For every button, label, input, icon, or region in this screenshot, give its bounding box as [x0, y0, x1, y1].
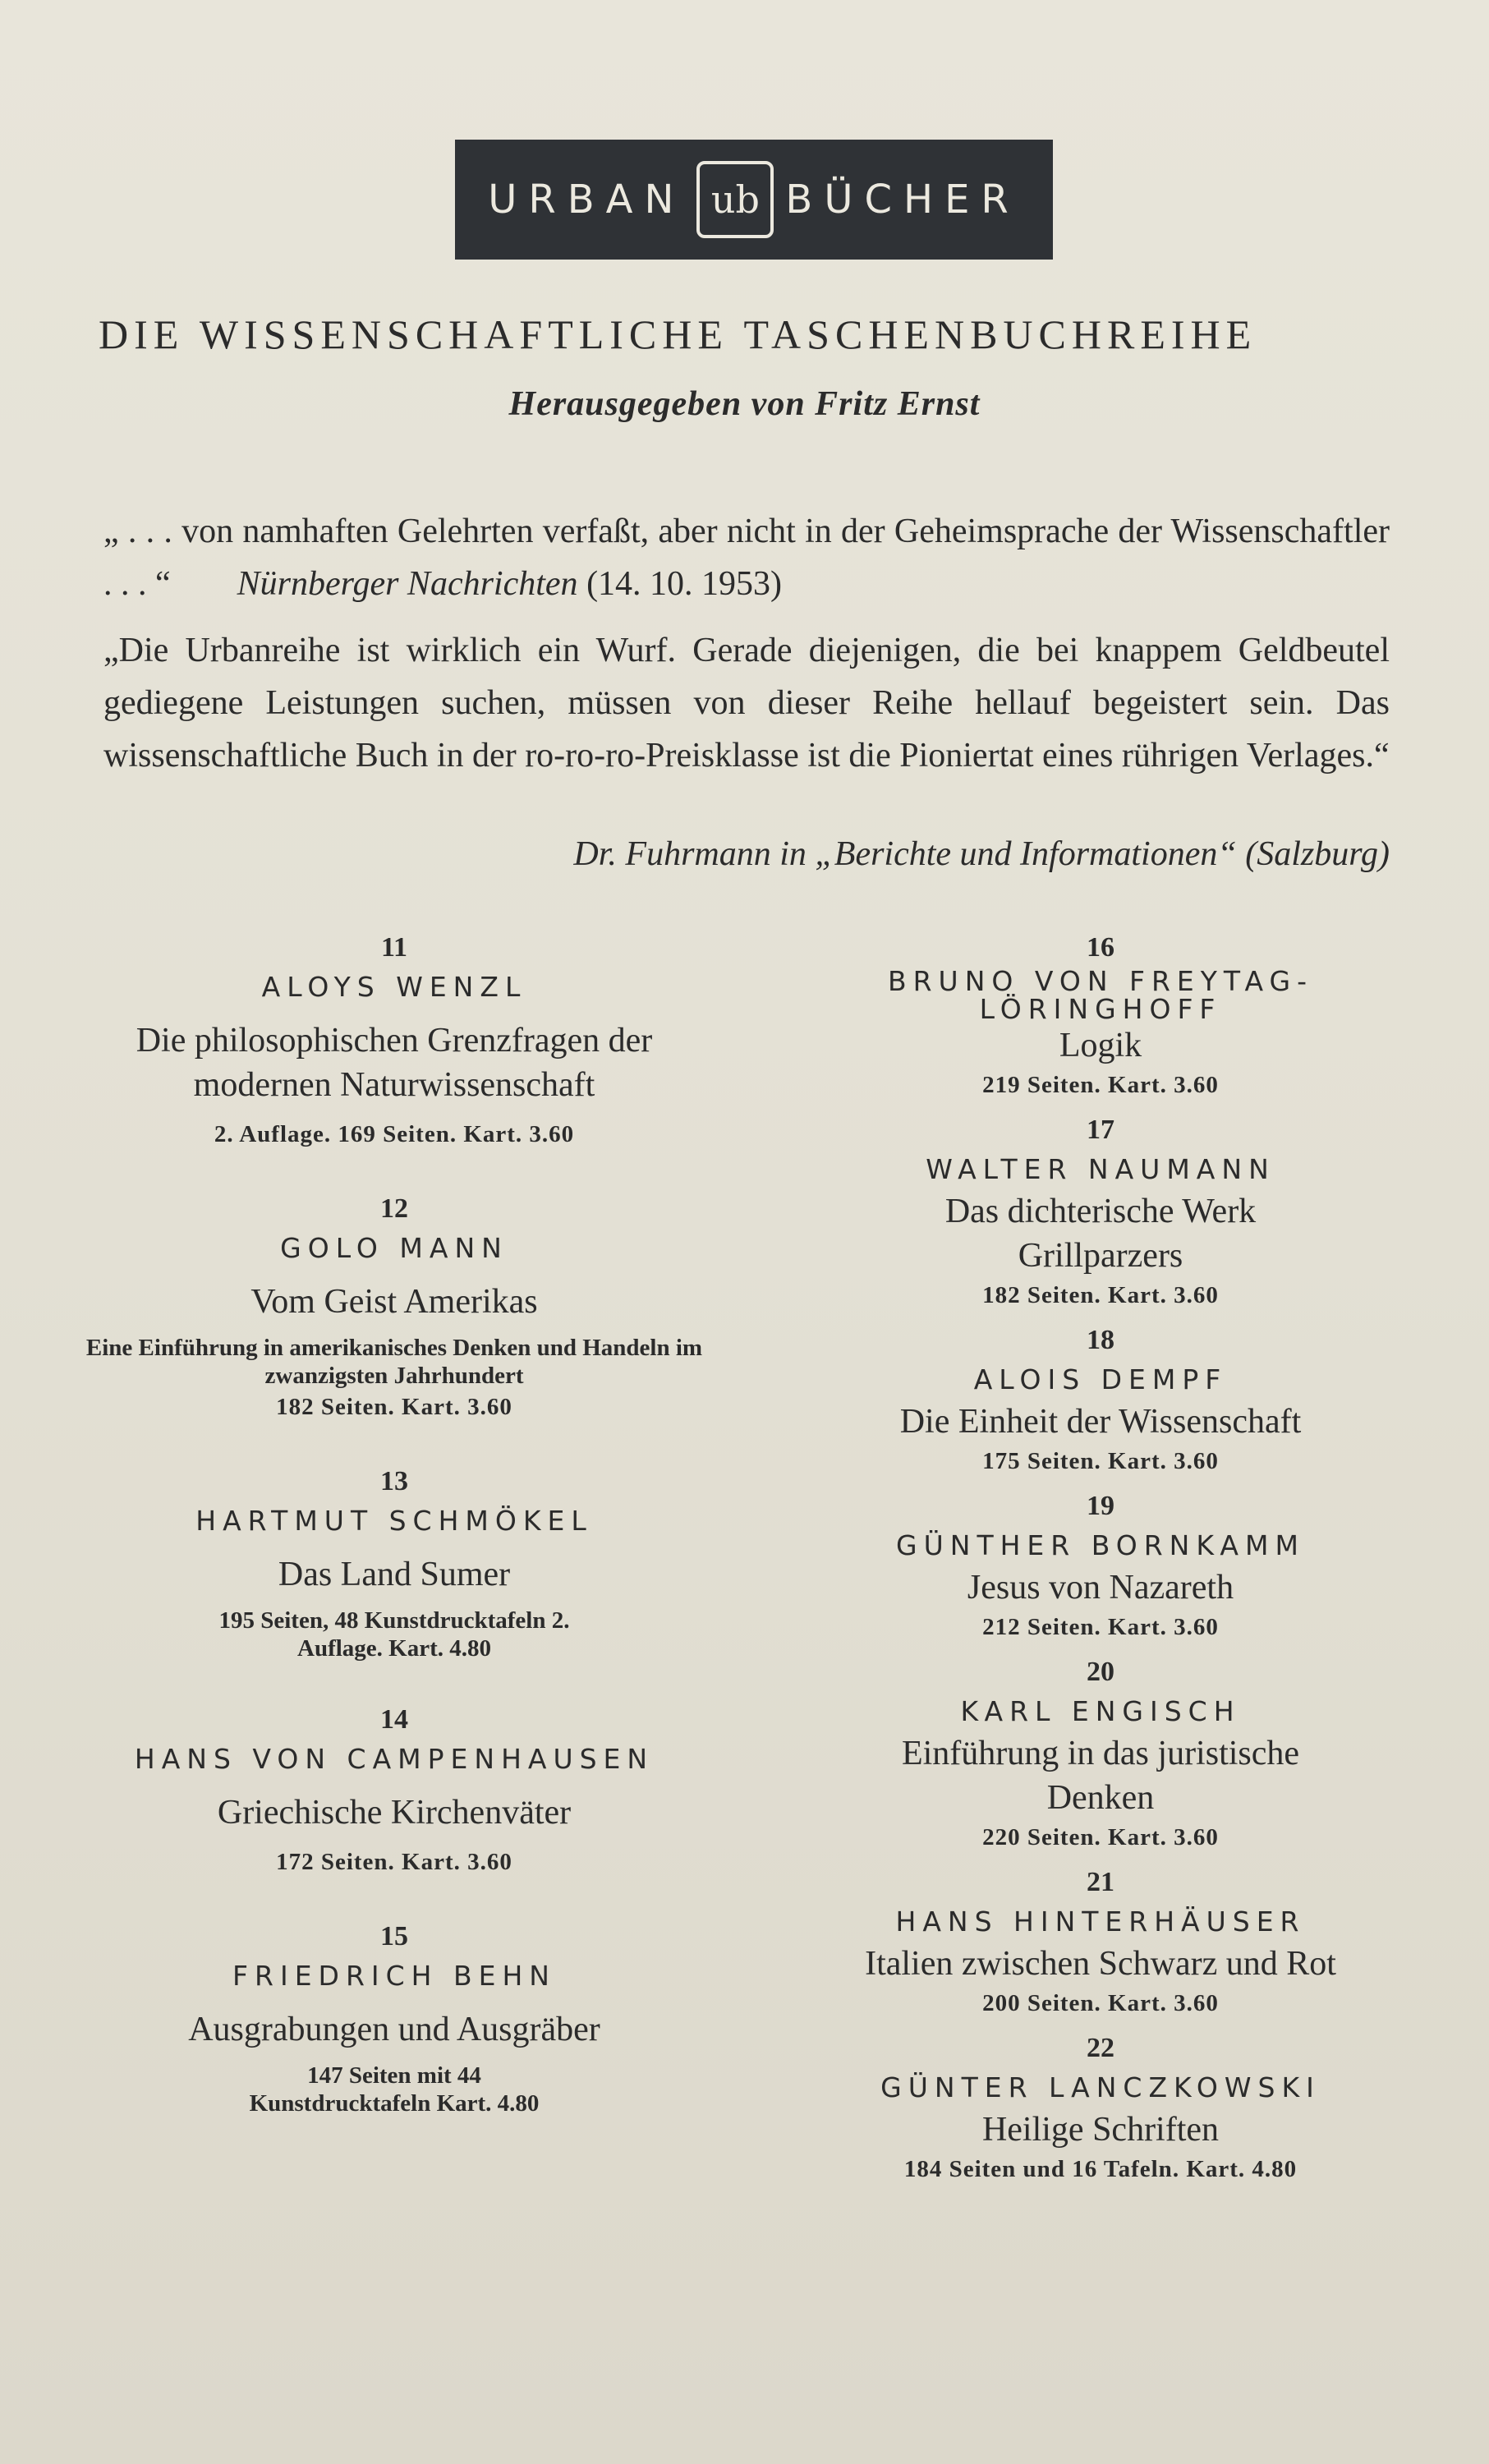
book-info: 147 Seiten mit 44 Kunstdrucktafeln Kart. 4.80	[249, 2062, 540, 2117]
book-author: GÜNTER LANCZKOWSKI	[880, 2071, 1321, 2103]
book-number: 20	[1087, 1657, 1114, 1687]
book-author: HANS VON CAMPENHAUSEN	[134, 1743, 655, 1775]
book-entry	[764, 928, 1437, 1102]
book-author: WALTER NAUMANN	[926, 1153, 1275, 1185]
book-subtitle: Eine Einführung in amerikanisches Denken und Handeln im zwanzigsten Jahrhundert	[85, 1335, 703, 1389]
book-title: Vom Geist Amerikas	[250, 1283, 538, 1321]
book-number: 16	[1087, 932, 1114, 963]
book-number: 12	[380, 1193, 408, 1224]
quote-1-text: „ . . . von namhaften Gelehrten verfaßt, aber nicht in der Geheimsprache der Wissenschaftler . . . “	[103, 513, 1390, 603]
book-info: 220 Seiten. Kart. 3.60	[982, 1824, 1219, 1850]
book-entry	[82, 1462, 706, 1662]
book-author: BRUNO VON FREYTAG-LÖRINGHOFF	[887, 965, 1313, 1025]
book-entry	[764, 1863, 1437, 2020]
book-title: Die philosophischen Grenzfragen der modernen Naturwissenschaft	[136, 1022, 653, 1104]
book-entry	[82, 928, 706, 1152]
book-number: 15	[380, 1921, 408, 1951]
book-list-right	[764, 928, 1437, 2195]
book-info: 212 Seiten. Kart. 3.60	[982, 1614, 1219, 1640]
book-entry	[82, 1189, 706, 1424]
review-quote-2: „Die Urbanreihe ist wirklich ein Wurf. Gerade diejenigen, die bei knappem Geldbeutel gediegene Leistungen suchen, müssen von dieser Reihe hellauf begeistert sein. Das wissenschaftliche Buch in der ro-ro-ro-Preisklasse ist die Pioniertat eines rührigen Verlages.“	[103, 632, 1390, 775]
book-author: HARTMUT SCHMÖKEL	[195, 1505, 593, 1537]
book-author: GOLO MANN	[280, 1232, 508, 1264]
book-title: Ausgrabungen und Ausgräber	[188, 2011, 600, 2048]
review-quote-1	[103, 505, 1390, 610]
book-title: Das Land Sumer	[278, 1556, 511, 1593]
book-info: 175 Seiten. Kart. 3.60	[982, 1448, 1219, 1474]
editor-line: Herausgegeben von Fritz Ernst	[508, 385, 981, 423]
book-entry	[764, 1321, 1437, 1478]
quote-1-source: Nürnberger Nachrichten	[237, 565, 578, 603]
book-number: 11	[380, 932, 408, 963]
book-title: Das dichterische Werk Grillparzers	[944, 1193, 1257, 1275]
book-author: ALOYS WENZL	[261, 971, 527, 1003]
quote-2-attribution: Dr. Fuhrmann in „Berichte und Informationen“ (Salzburg)	[573, 835, 1390, 873]
book-author: FRIEDRICH BEHN	[232, 1960, 556, 1992]
book-title: Einführung in das juristische Denken	[901, 1735, 1300, 1817]
book-entry	[764, 1487, 1437, 1644]
book-info: 182 Seiten. Kart. 3.60	[982, 1282, 1219, 1308]
book-info: 200 Seiten. Kart. 3.60	[982, 1990, 1219, 2016]
book-title: Heilige Schriften	[981, 2111, 1220, 2149]
book-author: HANS HINTERHÄUSER	[895, 1905, 1306, 1938]
book-info: 2. Auflage. 169 Seiten. Kart. 3.60	[214, 1121, 575, 1147]
book-info: 219 Seiten. Kart. 3.60	[982, 1072, 1219, 1098]
book-info: 195 Seiten, 48 Kunstdrucktafeln 2. Auflage. Kart. 4.80	[218, 1607, 570, 1662]
book-title: Italien zwischen Schwarz und Rot	[865, 1945, 1336, 1983]
book-title: Griechische Kirchenväter	[217, 1794, 572, 1832]
book-number: 21	[1087, 1867, 1114, 1897]
book-number: 17	[1087, 1115, 1114, 1145]
logo-mark-icon: ub	[696, 161, 774, 238]
series-title: DIE WISSENSCHAFTLICHE TASCHENBUCHREIHE	[99, 311, 1257, 357]
book-info: 182 Seiten. Kart. 3.60	[276, 1394, 512, 1420]
book-entry	[764, 2029, 1437, 2186]
book-title: Logik	[1059, 1027, 1142, 1064]
logo-text-left: URBAN	[488, 177, 686, 223]
book-number: 13	[380, 1466, 408, 1496]
book-entry	[764, 1110, 1437, 1312]
book-title: Die Einheit der Wissenschaft	[899, 1403, 1302, 1441]
book-entry	[82, 1917, 706, 2117]
quote-1-date: (14. 10. 1953)	[586, 565, 783, 603]
book-entry	[82, 1700, 706, 1879]
book-info: 184 Seiten und 16 Tafeln. Kart. 4.80	[903, 2156, 1298, 2182]
book-number: 19	[1087, 1491, 1114, 1521]
book-author: KARL ENGISCH	[960, 1695, 1241, 1727]
book-number: 18	[1087, 1325, 1114, 1355]
book-list-left	[82, 928, 706, 2155]
logo-text-right: BÜCHER	[785, 177, 1020, 223]
book-number: 14	[380, 1704, 408, 1735]
book-author: ALOIS DEMPF	[973, 1363, 1228, 1395]
publisher-logo	[455, 140, 1053, 260]
book-author: GÜNTHER BORNKAMM	[896, 1529, 1305, 1561]
book-title: Jesus von Nazareth	[967, 1569, 1234, 1607]
book-number: 22	[1087, 2033, 1114, 2063]
book-entry	[764, 1653, 1437, 1855]
book-info: 172 Seiten. Kart. 3.60	[276, 1849, 512, 1875]
